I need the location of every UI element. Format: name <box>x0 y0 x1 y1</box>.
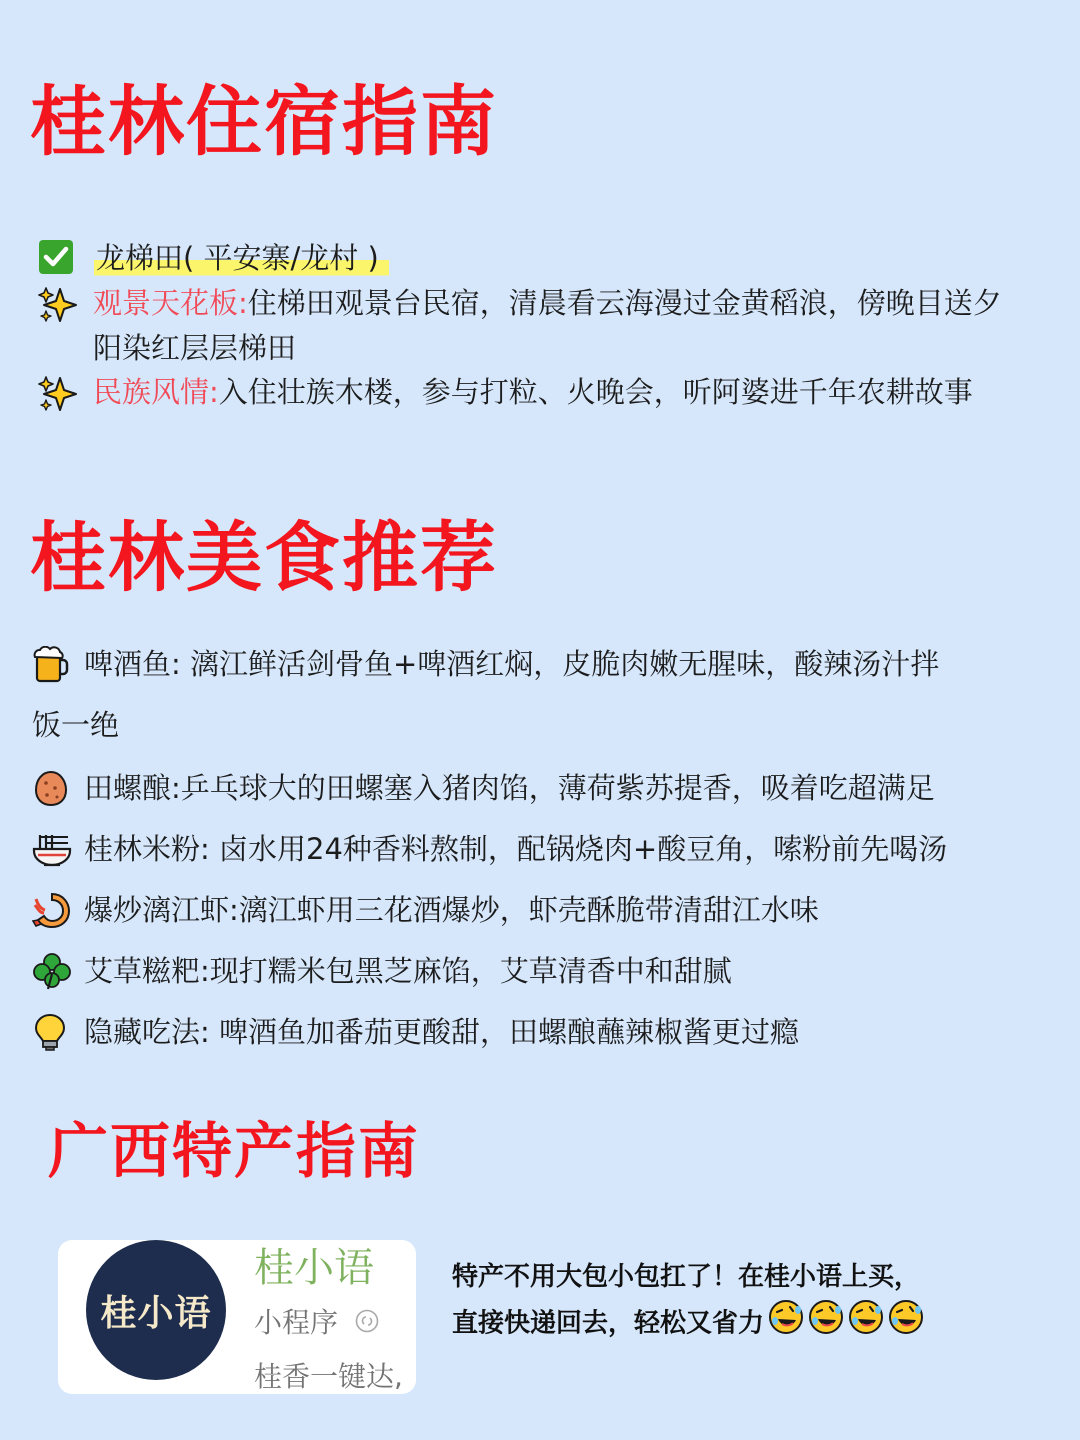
mini-program-link-icon <box>355 1307 379 1341</box>
potato-icon <box>32 769 70 807</box>
promo-line-1: 特产不用大包小包扛了！在桂小语上买， <box>452 1262 921 1292</box>
food-item-text: 桂林米粉: 卤水用24种香料熬制，配锅烧肉+酸豆角，嗦粉前先喝汤 <box>84 832 948 866</box>
mini-program-name: 桂小语 <box>254 1245 374 1291</box>
stay-tip-text: 住梯田观景台民宿，清晨看云海漫过金黄稻浪，傍晚目送夕阳染红层层梯田 <box>93 286 1002 365</box>
rolling-laughing-face-icon <box>848 1299 884 1349</box>
food-item-text: 啤酒鱼: 漓江鲜活剑骨鱼+啤酒红焖，皮脆肉嫩无腥味，酸辣汤汁拌 <box>84 647 940 681</box>
stay-tip-text: 入住壮族木楼，参与打粒、火晚会，听阿婆进千年农耕故事 <box>218 375 973 409</box>
food-item-text: 田螺酿:乒乓球大的田螺塞入猪肉馅，薄荷紫苏提香，吸着吃超满足 <box>84 771 935 805</box>
food-item-text: 艾草糍粑:现打糯米包黑芝麻馅，艾草清香中和甜腻 <box>84 954 732 988</box>
sparkles-icon <box>38 374 78 414</box>
mini-program-logo: 桂小语 <box>86 1240 226 1380</box>
food-item-text: 隐藏吃法: 啤酒鱼加番茄更酸甜，田螺酿蘸辣椒酱更过瘾 <box>84 1015 799 1049</box>
food-item-text: 爆炒漓江虾:漓江虾用三花酒爆炒，虾壳酥脆带清甜江水味 <box>84 893 819 927</box>
food-item-text-wrap: 饭一绝 <box>32 708 120 742</box>
mini-program-slogan: 桂香一键达, <box>254 1360 403 1393</box>
beer-mug-icon <box>32 646 70 684</box>
specialty-section-title: 广西特产指南 <box>48 1117 420 1187</box>
check-box-icon <box>38 239 74 275</box>
rolling-laughing-face-icon <box>808 1299 844 1349</box>
noodle-bowl-icon <box>32 831 72 869</box>
mini-program-card[interactable] <box>58 1240 416 1394</box>
promo-line-2: 直接快递回去，轻松又省力 <box>452 1308 765 1339</box>
rolling-laughing-face-icon <box>888 1299 924 1349</box>
mini-program-type: 小程序 <box>254 1306 339 1339</box>
mini-program-type-row <box>254 1306 379 1341</box>
stay-location-name: 龙梯田( 平安寨/龙村 ) <box>94 236 389 280</box>
shrimp-icon <box>32 891 72 929</box>
sparkles-icon <box>38 285 78 325</box>
stay-tip-label: 民族风情: <box>93 375 219 409</box>
promo-emoji-group <box>764 1309 924 1339</box>
light-bulb-icon <box>34 1013 66 1053</box>
stay-tip-label: 观景天花板: <box>93 286 248 320</box>
clover-icon <box>32 952 72 990</box>
specialty-promo-text <box>452 1256 1052 1349</box>
rolling-laughing-face-icon <box>768 1299 804 1349</box>
promo-line-2-row <box>452 1299 1052 1349</box>
food-section-title: 桂林美食推荐 <box>30 513 498 602</box>
stay-section-title: 桂林住宿指南 <box>30 77 498 166</box>
